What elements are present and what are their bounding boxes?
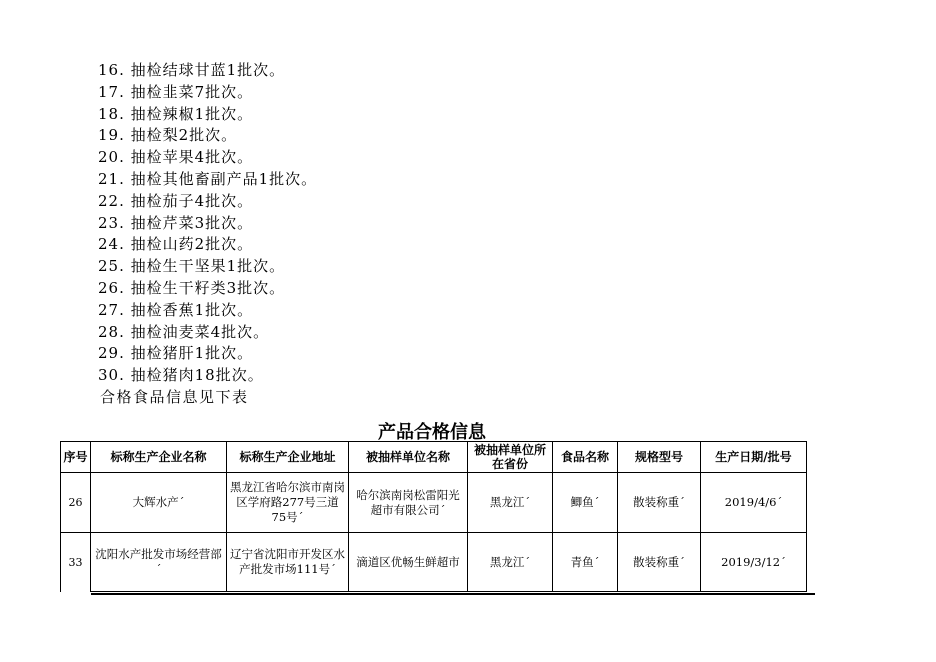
list-item: 30. 抽检猪肉18批次。 [98, 366, 264, 385]
list-item: 25. 抽检生干坚果1批次。 [98, 257, 286, 276]
table-row [61, 473, 807, 533]
cell-manufacturer: 大辉水产´ [91, 473, 227, 533]
table-row [61, 533, 807, 592]
list-item: 27. 抽检香蕉1批次。 [98, 300, 254, 319]
list-item: 19. 抽检梨2批次。 [98, 126, 238, 145]
table-title: 产品合格信息 [378, 422, 486, 443]
list-item: 17. 抽检韭菜7批次。 [98, 82, 254, 101]
cell-sampled-unit: 滴道区优畅生鲜超市 [349, 533, 468, 592]
table-bottom-border [91, 593, 815, 595]
cell-manufacturer: 沈阳水产批发市场经营部´ [91, 533, 227, 592]
qualified-products-table [60, 441, 807, 592]
cell-address: 黑龙江省哈尔滨市南岗区学府路277号三道75号´ [227, 473, 349, 533]
cell-seq: 26 [61, 473, 91, 533]
list-item: 21. 抽检其他畜副产品1批次。 [98, 169, 318, 188]
cell-food: 鲫鱼´ [553, 473, 618, 533]
cell-food: 青鱼´ [553, 533, 618, 592]
list-item: 22. 抽检茄子4批次。 [98, 191, 254, 210]
header-manufacturer: 标称生产企业名称 [91, 442, 227, 473]
header-sampled-unit: 被抽样单位名称 [349, 442, 468, 473]
cell-sampled-unit: 哈尔滨南岗松雷阳光超市有限公司´ [349, 473, 468, 533]
header-food: 食品名称 [553, 442, 618, 473]
cell-seq: 33 [61, 533, 91, 592]
header-seq: 序号 [61, 442, 91, 473]
list-item: 24. 抽检山药2批次。 [98, 235, 254, 254]
header-address: 标称生产企业地址 [227, 442, 349, 473]
cell-province: 黑龙江´ [468, 533, 553, 592]
header-spec: 规格型号 [618, 442, 701, 473]
list-item: 29. 抽检猪肝1批次。 [98, 344, 254, 363]
cell-address: 辽宁省沈阳市开发区水产批发市场111号´ [227, 533, 349, 592]
cell-province: 黑龙江´ [468, 473, 553, 533]
list-item: 20. 抽检苹果4批次。 [98, 148, 254, 167]
list-item: 23. 抽检芹菜3批次。 [98, 213, 254, 232]
cell-date: 2019/3/12´ [701, 533, 807, 592]
cell-date: 2019/4/6´ [701, 473, 807, 533]
header-province: 被抽样单位所在省份 [468, 442, 553, 473]
cell-spec: 散装称重´ [618, 533, 701, 592]
list-item: 26. 抽检生干籽类3批次。 [98, 278, 286, 297]
list-item: 18. 抽检辣椒1批次。 [98, 104, 254, 123]
list-item: 16. 抽检结球甘蓝1批次。 [98, 61, 286, 79]
table-header-row [61, 442, 807, 473]
header-date: 生产日期/批号 [701, 442, 807, 473]
inspection-list [98, 60, 317, 387]
cell-spec: 散装称重´ [618, 473, 701, 533]
list-item: 28. 抽检油麦菜4批次。 [98, 322, 270, 341]
table-intro-note: 合格食品信息见下表 [100, 388, 249, 406]
